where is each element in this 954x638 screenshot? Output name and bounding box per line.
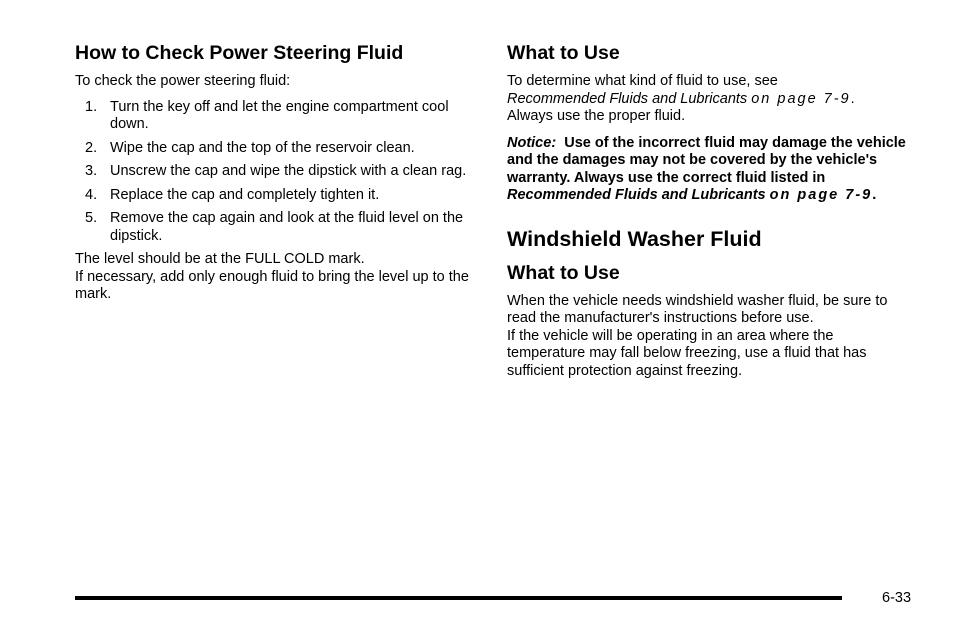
list-item [75, 140, 475, 158]
step-number: 5. [85, 210, 98, 226]
notice-text: Use of the incorrect fluid may damage the vehicle and the damages may not be covered by the vehicle's warranty. Always use the correct fluid listed in [507, 134, 906, 186]
step-text: Unscrew the cap and wipe the dipstick with a clean rag. [110, 163, 467, 179]
reference-page-link[interactable]: on page 7-9 [751, 90, 851, 107]
list-item [75, 187, 475, 205]
steps-list [75, 99, 475, 246]
left-column [75, 40, 475, 304]
step-text: Wipe the cap and the top of the reservoir clean. [110, 139, 415, 156]
step-text: Remove the cap again and look at the fluid level on the dipstick. [110, 210, 464, 244]
power-steering-heading: How to Check Power Steering Fluid [75, 42, 404, 64]
add-fluid-text: If necessary, add only enough fluid to bring the level up to the mark. [75, 268, 469, 302]
list-item [75, 163, 475, 181]
washer-fluid-section-title: Windshield Washer Fluid [507, 226, 762, 251]
step-number: 4. [85, 186, 98, 203]
washer-instructions-text: When the vehicle needs windshield washer fluid, be sure to read the manufacturer's instructions before use. [507, 292, 888, 326]
determine-paragraph: To determine what kind of fluid to use, see Recommended Fluids and Lubricants on page 7-9. Always use the proper fluid. [507, 73, 855, 124]
footer-rule [75, 596, 842, 600]
notice-reference-page-link[interactable]: on page 7-9 [769, 187, 873, 203]
reference-title-link[interactable]: Recommended Fluids and Lubricants [507, 90, 748, 107]
washer-freezing-text: If the vehicle will be operating in an area where the temperature may fall below freezing, use a fluid that has sufficient protection against freezing. [507, 327, 867, 379]
always-text: Always use the proper fluid. [507, 108, 686, 124]
notice-reference-title-link[interactable]: Recommended Fluids and Lubricants [507, 187, 766, 203]
step-number: 3. [85, 163, 98, 179]
notice-label: Notice: [507, 134, 557, 151]
page-number: 6-33 [882, 590, 912, 606]
step-number: 2. [85, 139, 98, 156]
list-item [75, 210, 475, 245]
determine-text: To determine what kind of fluid to use, see [507, 73, 778, 89]
right-column [507, 40, 912, 380]
what-to-use-heading: What to Use [507, 42, 620, 64]
step-text: Turn the key off and let the engine compartment cool down. [110, 98, 449, 132]
step-text: Replace the cap and completely tighten it. [110, 186, 380, 203]
intro-text: To check the power steering fluid: [75, 73, 291, 89]
level-text: The level should be at the FULL COLD mark. [75, 251, 365, 267]
step-number: 1. [85, 98, 98, 115]
washer-what-to-use-heading: What to Use [507, 261, 620, 284]
list-item [75, 99, 475, 134]
notice-paragraph: Notice: Use of the incorrect fluid may damage the vehicle and the damages may not be covered by the vehicle's warranty. Always use the correct fluid listed in Recommended Fluids and Lubricants on page 7-9. [507, 134, 906, 203]
